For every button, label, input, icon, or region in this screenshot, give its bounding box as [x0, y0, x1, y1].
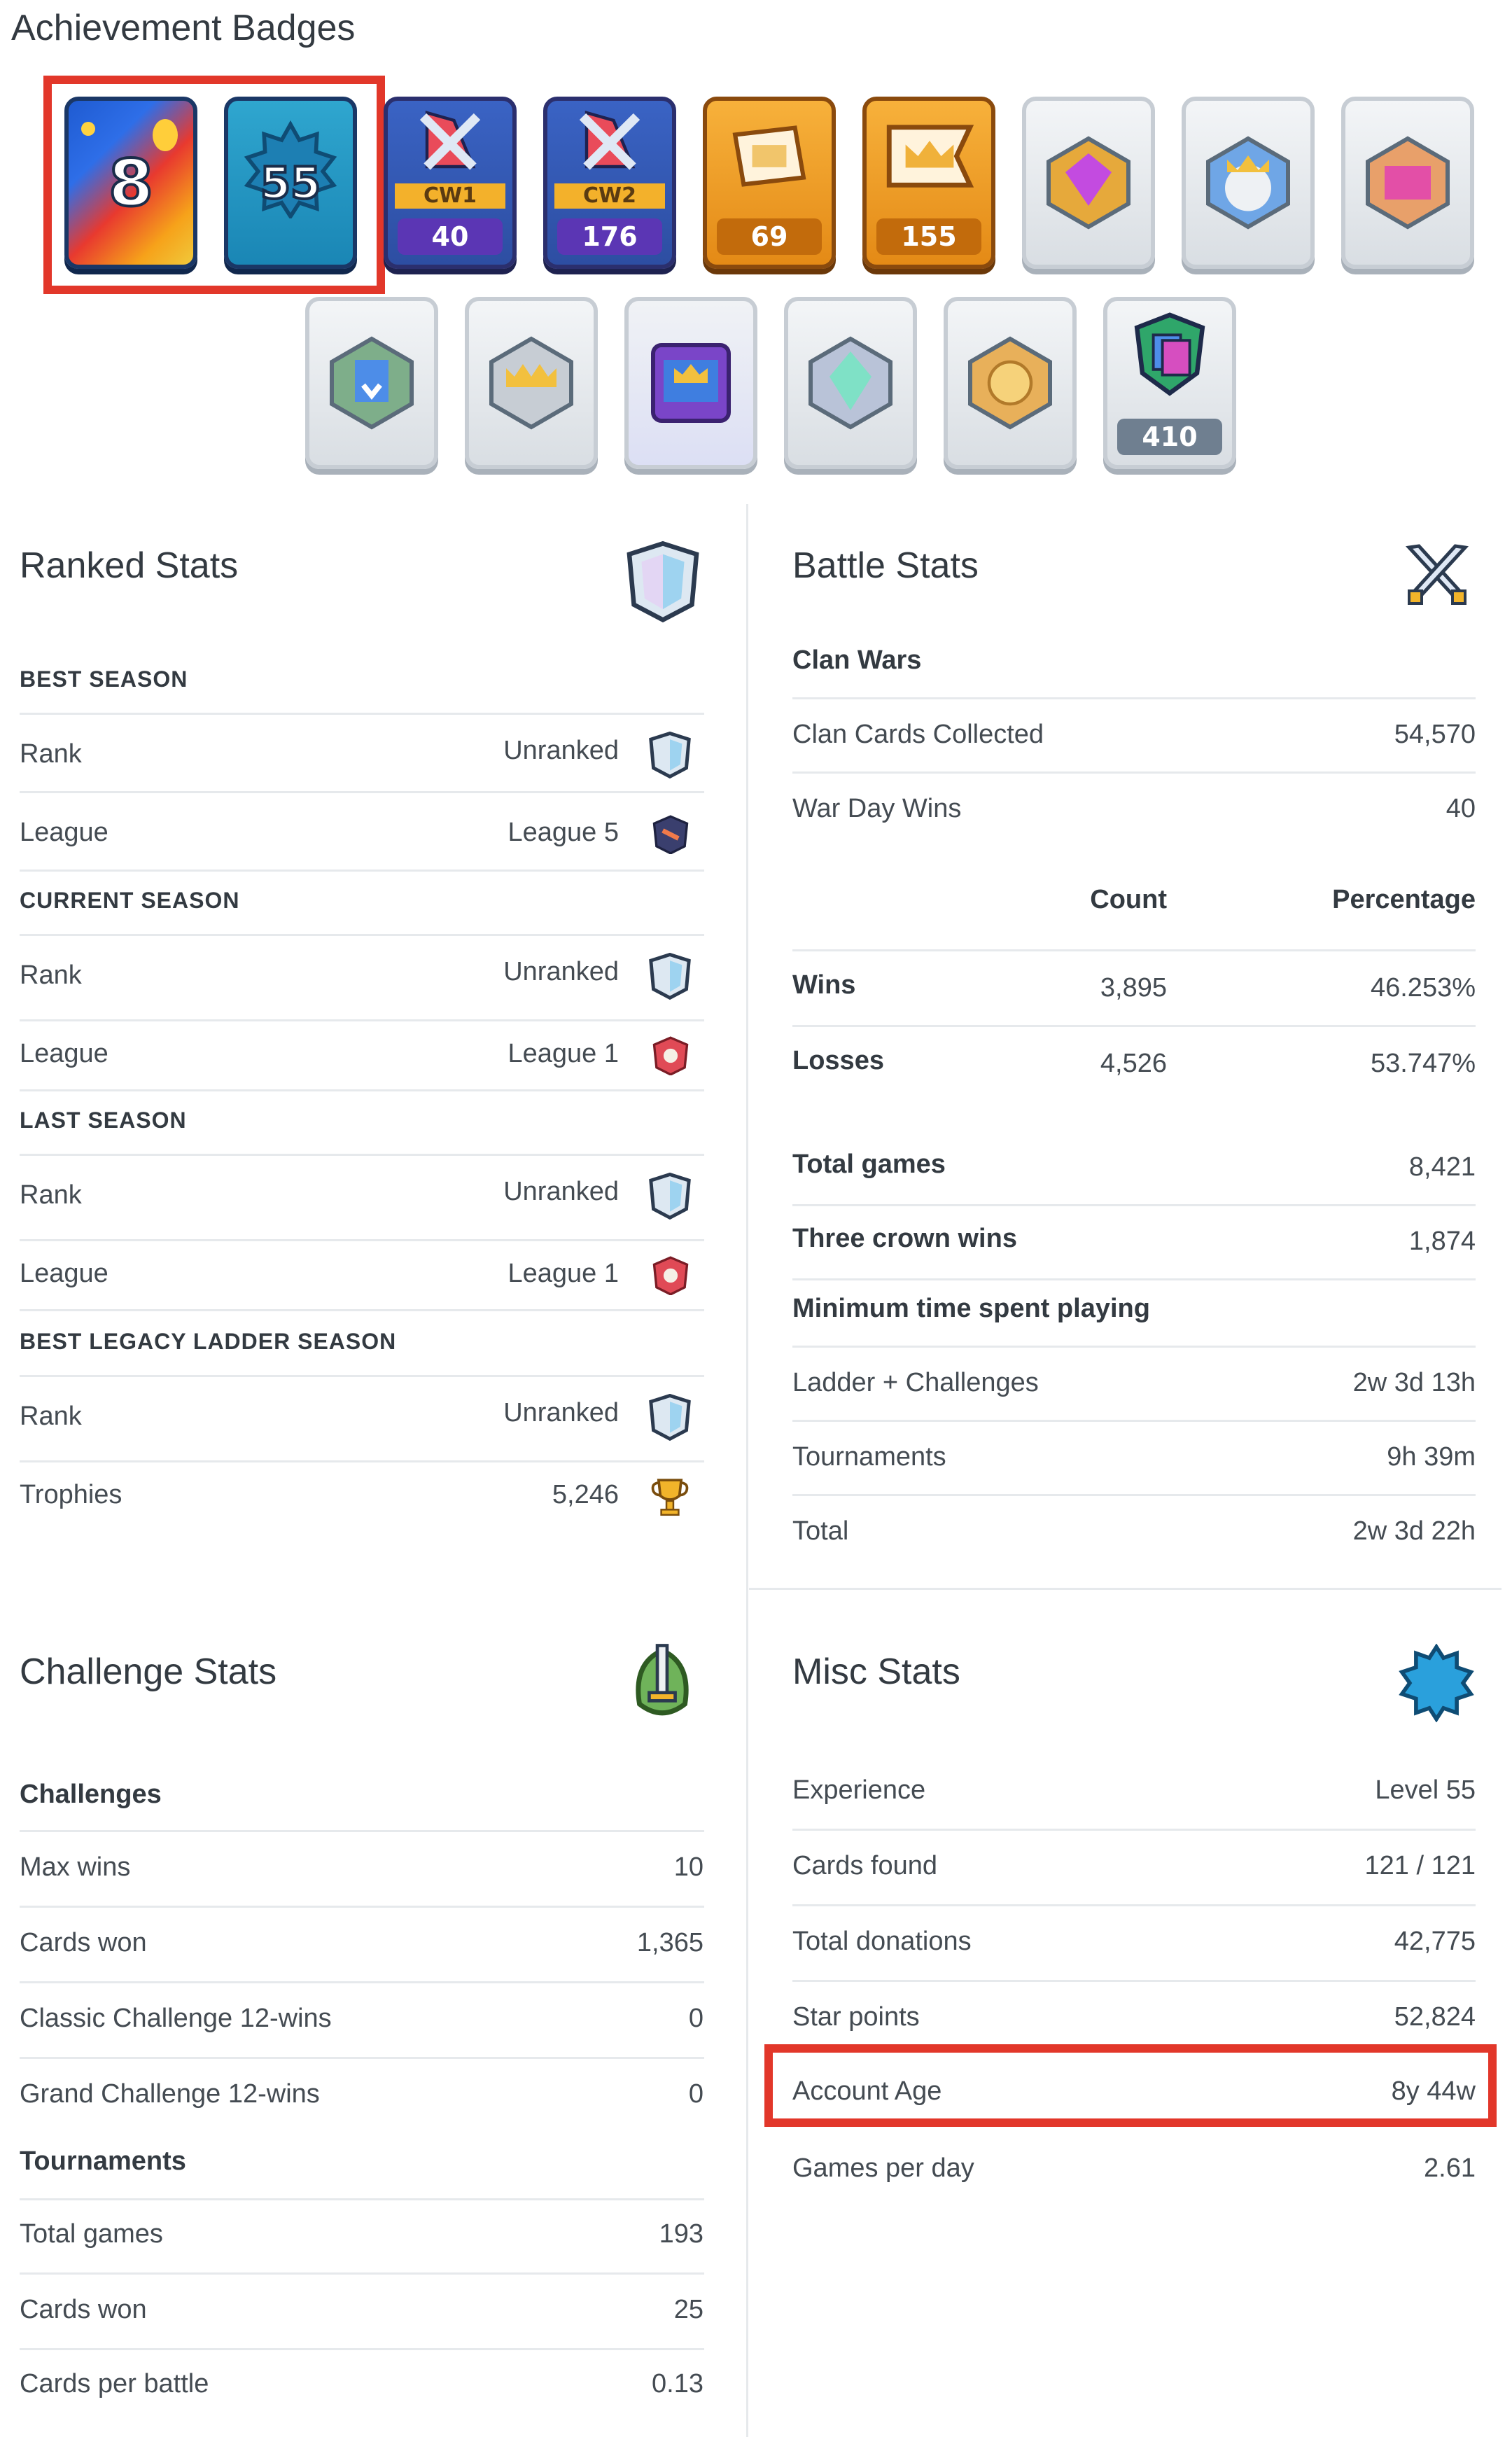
divider [792, 1278, 1476, 1280]
row-value: 2w 3d 22h [1352, 1516, 1476, 1546]
divider [20, 1089, 704, 1091]
row-label: League [20, 818, 108, 847]
divider [792, 1904, 1476, 1906]
badge-clan-war-1[interactable] [384, 97, 517, 269]
divider [792, 1420, 1476, 1422]
challenges-label: Challenges [20, 1780, 162, 1809]
row-label: Experience [792, 1775, 926, 1805]
row-value: League 1 [507, 1039, 619, 1068]
gold-medal-icon [958, 330, 1063, 435]
card-collection-icon [1124, 309, 1215, 400]
rank-shield-icon [648, 732, 692, 779]
total-games-value: 8,421 [1408, 1152, 1476, 1182]
badge-gold-medal[interactable] [944, 297, 1077, 469]
crystal-trophy-icon [798, 330, 903, 435]
rank-shield-icon [648, 953, 692, 1000]
divider [792, 771, 1476, 774]
badge-treasure[interactable] [1341, 97, 1474, 269]
wins-count: 3,895 [1100, 973, 1167, 1003]
row-value: 8y 44w [1391, 2076, 1476, 2106]
row-label: Grand Challenge 12-wins [20, 2079, 320, 2109]
crossed-swords-icon [571, 105, 648, 182]
divider [792, 1829, 1476, 1831]
row-label: Classic Challenge 12-wins [20, 2004, 332, 2033]
crossed-swords-icon [412, 105, 489, 182]
divider [20, 1239, 704, 1241]
row-label: Cards won [20, 2295, 147, 2324]
badge-purple-crown[interactable] [624, 297, 757, 469]
best-season-label: BEST SEASON [20, 666, 188, 692]
losses-percentage: 53.747% [1370, 1049, 1476, 1078]
badge-crystal-trophy[interactable] [784, 297, 917, 469]
current-season-label: CURRENT SEASON [20, 888, 240, 913]
divider [792, 1980, 1476, 1982]
badge-value: 410 [1117, 419, 1222, 455]
rank-shield-icon [648, 1173, 692, 1220]
divider [792, 1204, 1476, 1206]
divider [20, 1375, 704, 1377]
treasure-icon [1355, 130, 1460, 235]
row-label: Max wins [20, 1852, 131, 1882]
battle-section-bottom-divider [749, 1588, 1502, 1590]
row-value: Unranked [503, 957, 619, 986]
anniversary-number: 8 [108, 145, 153, 221]
double-crown-icon [479, 330, 584, 435]
row-value: Unranked [503, 1177, 619, 1206]
purple-crown-icon [638, 330, 743, 435]
row-value: 1,365 [636, 1928, 704, 1957]
row-label: League [20, 1259, 108, 1288]
divider [792, 1346, 1476, 1348]
row-label: Total games [20, 2219, 163, 2249]
challenge-stats-title: Challenge Stats [20, 1652, 277, 1692]
row-value: 121 / 121 [1364, 1851, 1476, 1880]
badge-value: 40 [398, 218, 503, 255]
row-value: 42,775 [1394, 1927, 1476, 1956]
badge-tag: CW2 [554, 183, 665, 209]
badge-card-collection[interactable] [1103, 297, 1236, 469]
divider [20, 934, 704, 936]
divider [20, 2348, 704, 2350]
min-time-label: Minimum time spent playing [792, 1294, 1150, 1323]
row-value: 40 [1446, 794, 1476, 823]
card-drop-icon [319, 330, 424, 435]
badges-highlight-box [43, 76, 385, 294]
losses-count: 4,526 [1100, 1049, 1167, 1078]
row-label: Total [792, 1516, 849, 1546]
battle-stats-title: Battle Stats [792, 545, 979, 586]
row-label: Cards per battle [20, 2369, 209, 2398]
row-value: 9h 39m [1387, 1442, 1476, 1472]
row-label: Star points [792, 2002, 920, 2032]
divider [20, 791, 704, 793]
row-label: War Day Wins [792, 794, 962, 823]
divider [20, 2057, 704, 2059]
divider [20, 2198, 704, 2200]
badge-double-crown[interactable] [465, 297, 598, 469]
badge-value: 155 [876, 218, 981, 255]
divider [20, 1830, 704, 1832]
divider [792, 697, 1476, 699]
misc-stats-title: Misc Stats [792, 1652, 960, 1692]
row-label: Games per day [792, 2153, 974, 2183]
purple-crystal-icon [1036, 130, 1141, 235]
wins-label: Wins [792, 970, 856, 1000]
level-number: 55 [260, 157, 321, 209]
wins-percentage: 46.253% [1370, 973, 1476, 1003]
row-value: 10 [673, 1852, 704, 1882]
row-value: 54,570 [1394, 720, 1476, 749]
three-crown-value: 1,874 [1408, 1227, 1476, 1256]
page-title: Achievement Badges [11, 8, 356, 48]
row-label: Account Age [792, 2076, 942, 2106]
row-value: League 5 [507, 818, 619, 847]
skull-king-icon [1196, 130, 1301, 235]
best-legacy-label: BEST LEGACY LADDER SEASON [20, 1329, 397, 1354]
card-banner-icon [724, 118, 815, 195]
clan-wars-label: Clan Wars [792, 645, 922, 675]
three-crown-label: Three crown wins [792, 1224, 1017, 1253]
badge-clan-war-2[interactable] [543, 97, 676, 269]
badge-value: 176 [557, 218, 662, 255]
row-value: Level 55 [1375, 1775, 1476, 1805]
badge-card-banner[interactable] [703, 97, 836, 269]
row-value: 0 [688, 2004, 704, 2033]
row-label: League [20, 1039, 108, 1068]
divider [792, 1494, 1476, 1496]
row-value: 193 [659, 2219, 704, 2249]
league-5-icon [651, 815, 690, 854]
row-value: 2w 3d 13h [1352, 1368, 1476, 1397]
row-label: Cards found [792, 1851, 938, 1880]
row-value: League 1 [507, 1259, 619, 1288]
row-label: Rank [20, 1402, 82, 1431]
league-1-icon [651, 1036, 690, 1075]
badge-crown-banner[interactable] [862, 97, 995, 269]
divider [20, 713, 704, 715]
row-label: Rank [20, 961, 82, 990]
badge-value: 69 [717, 218, 822, 255]
badge-skull-king[interactable] [1182, 97, 1315, 269]
row-label: Ladder + Challenges [792, 1368, 1039, 1397]
row-label: Clan Cards Collected [792, 720, 1044, 749]
crystal-shield-icon [624, 540, 701, 624]
column-divider [746, 504, 748, 2437]
tournaments-label: Tournaments [20, 2146, 186, 2176]
row-value: 25 [673, 2295, 704, 2324]
count-header: Count [1090, 885, 1167, 914]
row-label: Trophies [20, 1480, 122, 1509]
row-value: Unranked [503, 1398, 619, 1427]
losses-label: Losses [792, 1046, 884, 1075]
divider [20, 1906, 704, 1908]
divider [20, 1981, 704, 1983]
league-1-icon [651, 1256, 690, 1295]
percentage-header: Percentage [1332, 885, 1476, 914]
divider [20, 870, 704, 872]
ranked-stats-title: Ranked Stats [20, 545, 239, 586]
badge-tag: CW1 [395, 183, 505, 209]
rank-shield-icon [648, 1394, 692, 1441]
row-value: 0.13 [652, 2369, 704, 2398]
trophy-icon [648, 1476, 692, 1519]
row-value: 52,824 [1394, 2002, 1476, 2032]
laurel-sword-icon [622, 1638, 703, 1729]
badge-card-drop[interactable] [305, 297, 438, 469]
row-value: 2.61 [1424, 2153, 1476, 2183]
last-season-label: LAST SEASON [20, 1108, 187, 1133]
row-label: Rank [20, 739, 82, 769]
divider [20, 1154, 704, 1156]
row-label: Tournaments [792, 1442, 946, 1472]
divider [792, 949, 1476, 951]
level-star-icon [1397, 1644, 1476, 1722]
divider [20, 1019, 704, 1021]
crown-banner-icon [881, 118, 979, 195]
crossed-swords-icon [1399, 539, 1476, 609]
row-value: 5,246 [552, 1480, 619, 1509]
row-value: Unranked [503, 736, 619, 765]
row-label: Rank [20, 1180, 82, 1210]
divider [20, 2272, 704, 2275]
total-games-label: Total games [792, 1150, 946, 1179]
divider [20, 1460, 704, 1462]
row-label: Total donations [792, 1927, 972, 1956]
divider [20, 1309, 704, 1311]
badge-purple-crystal[interactable] [1022, 97, 1155, 269]
row-label: Cards won [20, 1928, 147, 1957]
divider [792, 1025, 1476, 1027]
row-value: 0 [688, 2079, 704, 2109]
